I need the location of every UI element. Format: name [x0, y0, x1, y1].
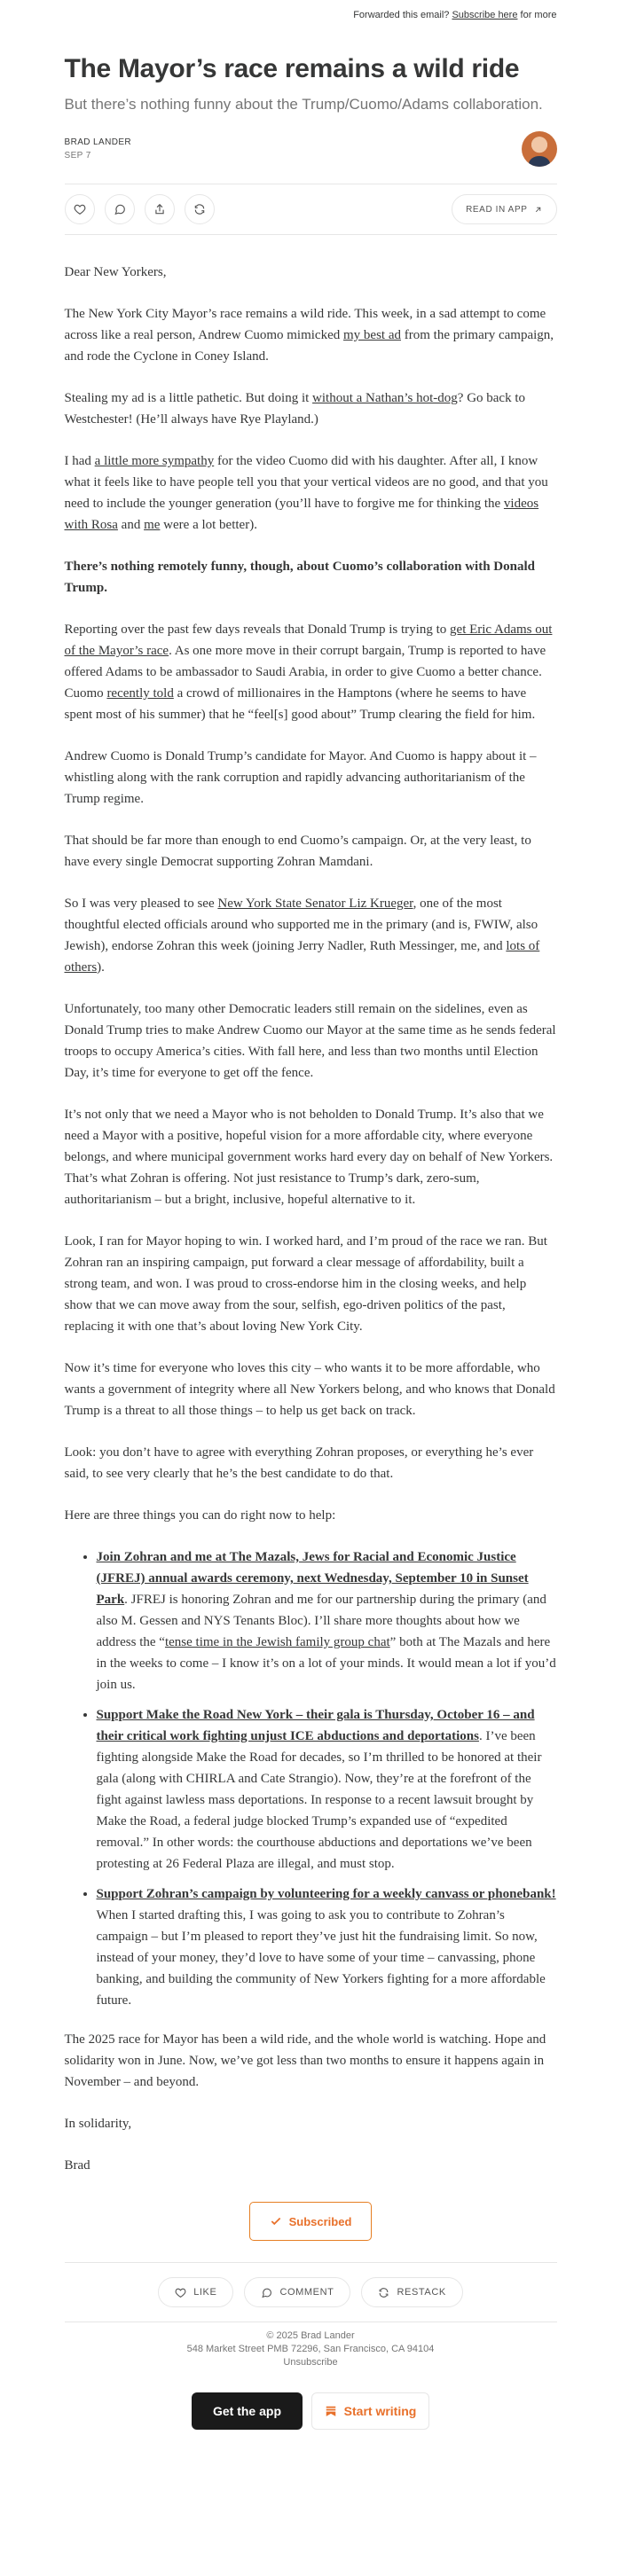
paragraph: Here are three things you can do right now to help: — [64, 1508, 336, 1523]
paragraph: Look, I ran for Mayor hoping to win. I worked hard, and I’m proud of the race we ran. But Zohran ran an inspiring campaign, put forward a clear message of affordability, built a strong team, and won. I was proud to cross-endorse him in the closing weeks, and help show that we can move away from the sour, selfish, ego-driven politics of the past, replacing it with one that’s about loving New York City. — [64, 1234, 547, 1334]
footer — [65, 2322, 557, 2369]
like-button[interactable] — [65, 194, 95, 224]
share-button[interactable] — [145, 194, 175, 224]
comment-icon — [114, 203, 126, 215]
post-date: SEP 7 — [64, 151, 91, 161]
forward-suffix: for more — [520, 10, 557, 20]
paragraph: The New York City Mayor’s race remains a wild ride. This week, in a sad attempt to come across like a real person, Andrew Cuomo mimicked my best ad from the primary campaign, and rode the Cyclone in Coney Island. — [64, 307, 554, 364]
paragraph: Andrew Cuomo is Donald Trump’s candidate for Mayor. And Cuomo is happy about it – whistling along with the rank corruption and rapidly advancing authoritarianism of the Trump regime. — [64, 749, 537, 806]
paragraph: So I was very pleased to see New York State Senator Liz Krueger, one of the most thoughtful elected officials around who supported me in the primary (and is, FWIW, also Jewish), endorse Zohran this week (joining Jerry Nadler, Ruth Messinger, me, and lots of others). — [64, 897, 540, 975]
author-avatar[interactable] — [522, 131, 557, 167]
list-item: • Support Zohran’s campaign by volunteering for a weekly canvass or phonebank! When I started drafting this, I was going to ask you to contribute to Zohran’s campaign – but I’m pleased to report they’ve just hit the fundraising limit. So now, instead of your money, they’d love to have some of your time – canvassing, phone banking, and building the community of New Yorkers fighting for a more affordable future. — [97, 1883, 557, 2011]
get-the-app-button[interactable]: Get the app — [192, 2392, 303, 2430]
subscribed-button[interactable] — [249, 2202, 373, 2241]
address: 548 Market Street PMB 72296, San Francisco, CA 94104 — [186, 2344, 435, 2354]
checkmark-icon — [270, 2215, 282, 2228]
author-name[interactable]: BRAD LANDER — [64, 137, 132, 147]
sympathy-link[interactable]: a little more sympathy — [94, 454, 215, 468]
share-icon — [153, 203, 166, 215]
signature: Brad — [64, 2158, 90, 2173]
restack-icon — [193, 203, 206, 215]
action-list — [65, 1546, 557, 2011]
liz-krueger-link[interactable]: New York State Senator Liz Krueger — [217, 897, 413, 911]
make-the-road-link[interactable]: Support Make the Road New York – their gala is Thursday, October 16 – and their critical work fighting unjust ICE abductions and deportations — [96, 1708, 535, 1743]
read-in-app-button[interactable] — [452, 194, 556, 224]
paragraph: Stealing my ad is a little pathetic. But doing it without a Nathan’s hot-dog? Go back to Westchester! (He’ll always have Rye Playland.) — [64, 391, 526, 427]
greeting: Dear New Yorkers, — [64, 265, 167, 279]
forward-banner — [65, 0, 557, 28]
external-link-icon — [533, 205, 543, 215]
jewish-family-group-chat-link[interactable]: tense time in the Jewish family group chat — [164, 1635, 390, 1649]
restack-icon — [378, 2287, 389, 2298]
copyright: © 2025 Brad Lander — [266, 2330, 355, 2341]
volunteer-link[interactable]: Support Zohran’s campaign by volunteering for a weekly canvass or phonebank! — [96, 1887, 556, 1901]
comment-icon — [261, 2287, 272, 2298]
substack-logo-icon — [325, 2405, 337, 2417]
paragraph: The 2025 race for Mayor has been a wild ride, and the whole world is watching. Hope and solidarity won in June. Now, we’ve got less than two months to ensure it happens again in November – and beyond. — [64, 2032, 546, 2089]
bottom-restack-button[interactable] — [361, 2277, 462, 2307]
restack-button[interactable] — [185, 194, 215, 224]
unsubscribe-link[interactable]: Unsubscribe — [283, 2357, 338, 2368]
sign-off: In solidarity, — [64, 2117, 132, 2131]
like-label: LIKE — [193, 2287, 217, 2298]
cta-row — [65, 2392, 557, 2430]
videos-with-rosa-link[interactable]: videos with Rosa — [64, 497, 539, 532]
heart-icon — [175, 2287, 186, 2298]
read-in-app-label: READ IN APP — [466, 204, 528, 215]
bold-paragraph: There’s nothing remotely funny, though, about Cuomo’s collaboration with Donald Trump. — [64, 560, 535, 595]
byline — [65, 129, 557, 169]
paragraph: Now it’s time for everyone who loves this city – who wants it to be more affordable, who wants a government of integrity where all New Yorkers belong, and who knows that Donald Trump is a threat to all those things – to help us get back on track. — [64, 1361, 555, 1418]
recently-told-link[interactable]: recently told — [106, 686, 174, 701]
bottom-actions — [65, 2263, 557, 2322]
paragraph: Reporting over the past few days reveals that Donald Trump is trying to get Eric Adams out of the Mayor’s race. As one more move in their corrupt bargain, Trump is reported to have offered Adams to be ambassador to Saudi Arabia, in order to give Cuomo a better chance. Cuomo recently told a crowd of millionaires in the Hamptons (where he seems to have spent most of his summer) that he “feel[s] good about” Trump clearing the field for him. — [64, 622, 553, 722]
post-actions-bar — [65, 184, 557, 235]
eric-adams-link[interactable]: get Eric Adams out of the Mayor’s race — [64, 622, 553, 658]
list-item: • Join Zohran and me at The Mazals, Jews for Racial and Economic Justice (JFREJ) annual awards ceremony, next Wednesday, September 10 in Sunset Park. JFREJ is honoring Zohran and me for our partnership during the primary (and also M. Gessen and NYS Tenants Bloc). I’ll share more thoughts about how we address the “tense time in the Jewish family group chat” both at The Mazals and here in the weeks to come – I know it’s on a lot of your minds. It would mean a lot if you’d join us. — [97, 1546, 557, 1695]
restack-label: RESTACK — [397, 2287, 446, 2298]
post-subtitle: But there’s nothing funny about the Trump/Cuomo/Adams collaboration. — [64, 96, 543, 113]
list-item: • Support Make the Road New York – their gala is Thursday, October 16 – and their critical work fighting unjust ICE abductions and deportations. I’ve been fighting alongside Make the Road for decades, so I’m thrilled to be honored at their gala (along with CHIRLA and Cate Strangio). Now, they’re at the forefront of the fight against lawless mass deportations. In response to a recent lawsuit brought by Make the Road, a federal judge blocked Trump’s expanded use of “expedited removal.” In other words: the courthouse abductions and deportations we’ve been protesting at 26 Federal Plaza are illegal, and must stop. — [97, 1704, 557, 1875]
my-best-ad-link[interactable]: my best ad — [343, 328, 402, 342]
lots-of-others-link[interactable]: lots of others — [64, 939, 540, 975]
me-link[interactable]: me — [144, 518, 161, 532]
start-writing-label: Start writing — [343, 2404, 417, 2418]
email-container — [65, 0, 557, 2430]
paragraph: It’s not only that we need a Mayor who is not beholden to Donald Trump. It’s also that we need a Mayor with a positive, hopeful vision for a more affordable city, where everyone belongs, and where municipal government works hard every day on behalf of New Yorkers. That’s what Zohran is offering. Not just resistance to Trump’s dark, zero-sum, authoritarianism – but a bright, inclusive, hopeful alternative to it. — [64, 1108, 554, 1207]
forward-text: Forwarded this email? — [353, 10, 450, 20]
start-writing-button[interactable] — [311, 2392, 429, 2430]
paragraph: That should be far more than enough to end Cuomo’s campaign. Or, at the very least, to have every single Democrat supporting Zohran Mamdani. — [64, 834, 531, 869]
paragraph: Unfortunately, too many other Democratic leaders still remain on the sidelines, even as Donald Trump tries to make Andrew Cuomo our Mayor at the same time as he sends federal troops to occupy America’s cities. With fall here, and less than two months until Election Day, it’s time for everyone to get off the fence. — [64, 1002, 556, 1080]
post-title[interactable]: The Mayor’s race remains a wild ride — [64, 54, 520, 83]
paragraph: Look: you don’t have to agree with everything Zohran proposes, or everything he’s ever said, to see very clearly that he’s the best candidate to do that. — [64, 1445, 534, 1481]
mazals-event-link[interactable]: Join Zohran and me at The Mazals, Jews for Racial and Economic Justice (JFREJ) annual awards ceremony, next Wednesday, September 10 in Sunset Park — [96, 1550, 529, 1607]
comment-button[interactable] — [105, 194, 135, 224]
paragraph: I had a little more sympathy for the video Cuomo did with his daughter. After all, I know what it feels like to have people tell you that your vertical videos are no good, and that you need to include the younger generation (you’ll have to forgive me for thinking the videos with Rosa and me were a lot better). — [64, 454, 548, 532]
bottom-comment-button[interactable] — [244, 2277, 350, 2307]
post-body — [65, 235, 557, 2176]
comment-label: COMMENT — [279, 2287, 334, 2298]
heart-icon — [74, 203, 86, 215]
bottom-like-button[interactable] — [158, 2277, 233, 2307]
nathans-hot-dog-link[interactable]: without a Nathan’s hot-dog — [312, 391, 458, 405]
subscribe-here-link[interactable]: Subscribe here — [452, 10, 518, 20]
subscribed-label: Subscribed — [288, 2214, 352, 2228]
